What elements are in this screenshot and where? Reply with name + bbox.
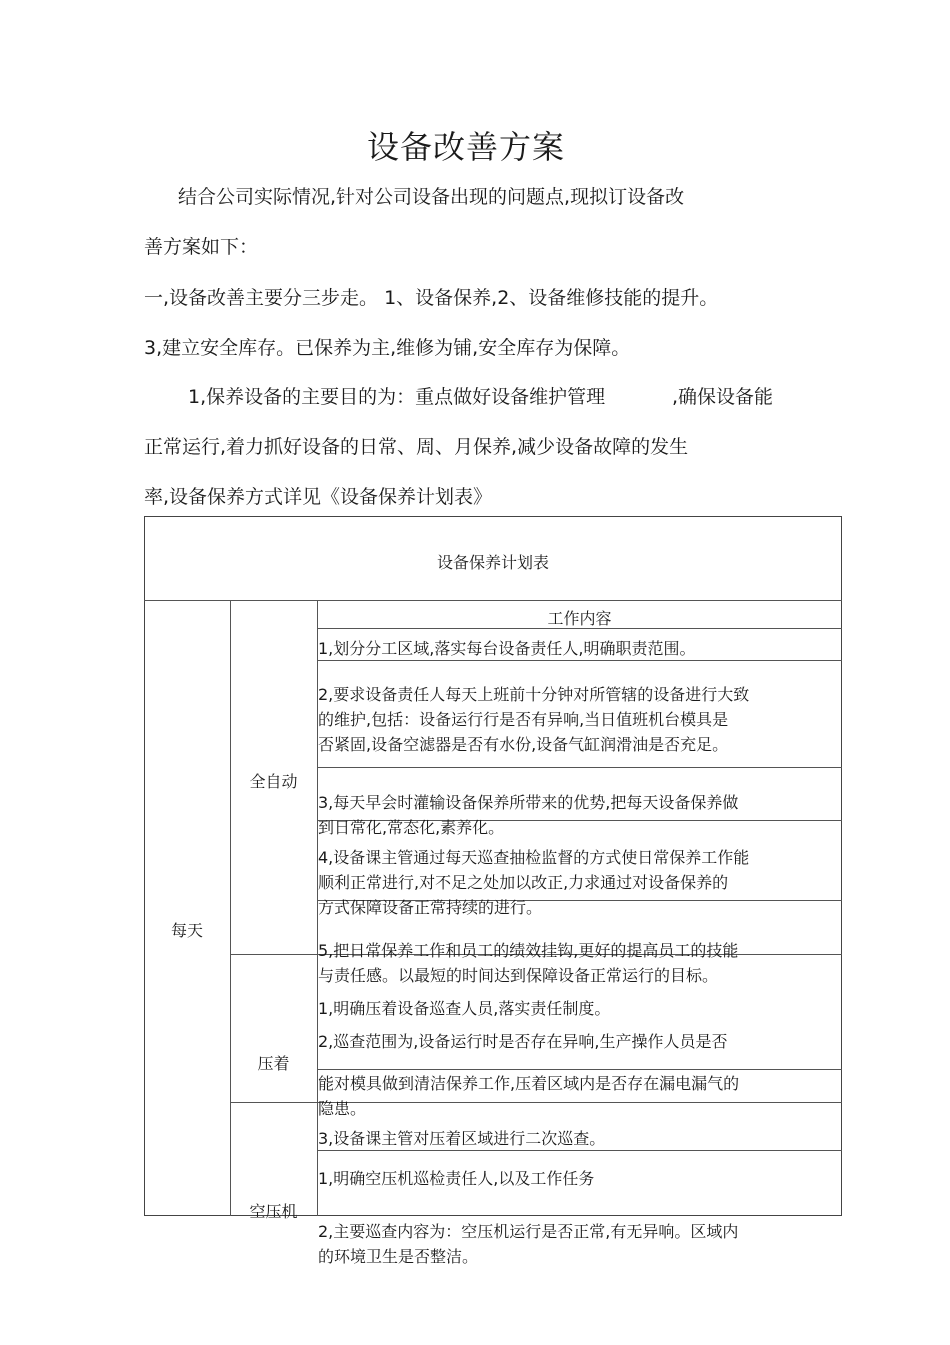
purpose-line-3: 率,设备保养方式详见《设备保养计划表》 [144,486,493,508]
auto-item-3-line-1: 3,每天早会时灌输设备保养所带来的优势,把每天设备保养做 [318,793,739,812]
table-rule [317,660,842,661]
section-label-auto: 全自动 [249,772,298,791]
intro-line-2: 善方案如下： [144,236,259,258]
press-item-2-line-3: 隐患。 [318,1099,367,1118]
purpose-line-2: 正常运行,着力抓好设备的日常、周、月保养,减少设备故障的发生 [144,436,689,458]
table-rule [317,1150,842,1151]
section-label-compressor: 空压机 [249,1202,298,1221]
page-title: 设备改善方案 [366,128,565,166]
table-caption: 设备保养计划表 [436,553,549,572]
press-item-2-line-1: 2,巡查范围为,设备运行时是否存在异响,生产操作人员是否 [318,1032,728,1051]
purpose-line-1b: ,确保设备能 [672,386,774,408]
table-rule [144,600,842,601]
auto-item-2-line-2: 的维护,包括：设备运行行是否有异响,当日值班机台模具是 [318,710,729,729]
table-rule [317,767,842,768]
auto-item-4-line-2: 顺利正常进行,对不足之处加以改正,力求通过对设备保养的 [318,873,729,892]
compressor-item-1-line-1: 1,明确空压机巡检责任人,以及工作任务 [318,1169,595,1188]
auto-item-2-line-3: 否紧固,设备空滤器是否有水份,设备气缸润滑油是否充足。 [318,735,729,754]
content-column-header: 工作内容 [547,609,612,628]
compressor-item-2-line-2: 的环境卫生是否整洁。 [318,1247,479,1266]
auto-item-3-line-2: 到日常化,常态化,素养化。 [318,818,505,837]
frequency-label: 每天 [170,921,203,940]
auto-item-5-line-2: 与责任感。以最短的时间达到保障设备正常运行的目标。 [318,966,719,985]
compressor-item-2-line-1: 2,主要巡查内容为：空压机运行是否正常,有无异响。区域内 [318,1222,739,1241]
auto-item-4-line-3: 方式保障设备正常持续的进行。 [318,898,543,917]
auto-item-5-line-1: 5,把日常保养工作和员工的绩效挂钩,更好的提高员工的技能 [318,941,739,960]
auto-item-2-line-1: 2,要求设备责任人每天上班前十分钟对所管辖的设备进行大致 [318,685,750,704]
auto-item-4-line-1: 4,设备课主管通过每天巡查抽检监督的方式使日常保养工作能 [318,848,750,867]
table-rule [230,600,231,1216]
purpose-line-1a: 1,保养设备的主要目的为：重点做好设备维护管理 [188,386,606,408]
intro-line-1: 结合公司实际情况,针对公司设备出现的问题点,现拟订设备改 [178,186,685,208]
auto-item-1-line-1: 1,划分分工区域,落实每台设备责任人,明确职责范围。 [318,639,696,658]
press-item-3-line-1: 3,设备课主管对压着区域进行二次巡查。 [318,1129,606,1148]
steps-line-1: 一,设备改善主要分三步走。 1、设备保养,2、设备维修技能的提升。 [144,287,719,309]
section-label-press: 压着 [257,1054,290,1073]
press-item-2-line-2: 能对模具做到清洁保养工作,压着区域内是否存在漏电漏气的 [318,1074,740,1093]
press-item-1-line-1: 1,明确压着设备巡查人员,落实责任制度。 [318,999,611,1018]
steps-line-2: 3,建立安全库存。已保养为主,维修为铺,安全库存为保障。 [144,337,631,359]
table-rule [317,1069,842,1070]
